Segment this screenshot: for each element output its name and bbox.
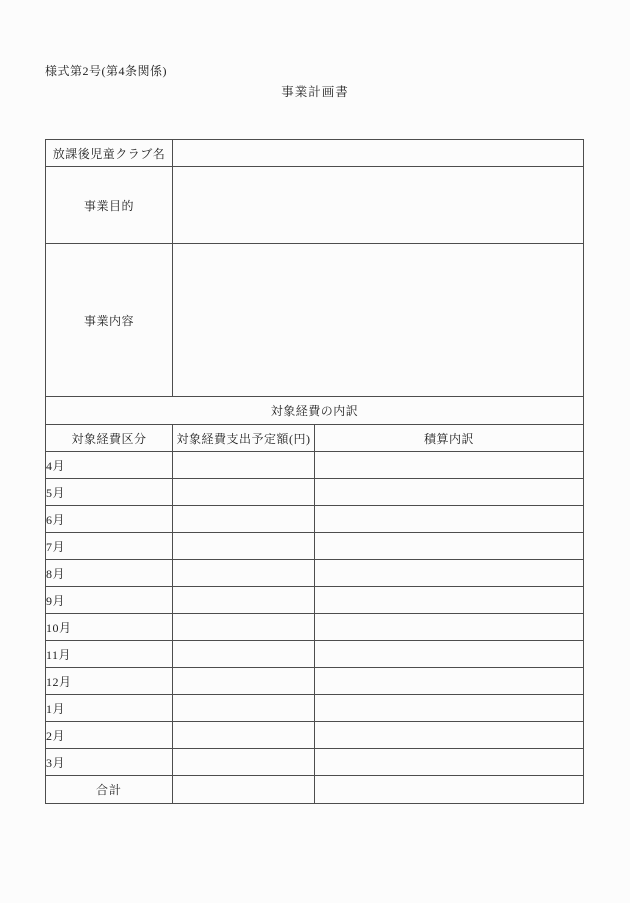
month-label: 2月 [46, 722, 173, 749]
total-breakdown-cell [315, 776, 584, 804]
month-label: 6月 [46, 506, 173, 533]
expense-section-title: 対象経費の内訳 [46, 397, 584, 425]
expense-row-february [46, 722, 584, 749]
breakdown-cell [315, 641, 584, 668]
amount-cell [173, 560, 315, 587]
breakdown-cell [315, 587, 584, 614]
expense-row-august [46, 560, 584, 587]
expense-row-december [46, 668, 584, 695]
business-plan-table [45, 139, 584, 804]
expense-row-october [46, 614, 584, 641]
month-label: 10月 [46, 614, 173, 641]
amount-cell [173, 479, 315, 506]
purpose-label: 事業目的 [46, 167, 173, 244]
expense-row-july [46, 533, 584, 560]
purpose-value [173, 167, 584, 244]
expense-header-row [46, 425, 584, 452]
expense-row-march [46, 749, 584, 776]
expense-row-may [46, 479, 584, 506]
month-label: 7月 [46, 533, 173, 560]
expense-section-row [46, 397, 584, 425]
amount-cell [173, 668, 315, 695]
breakdown-cell [315, 560, 584, 587]
expense-row-january [46, 695, 584, 722]
amount-cell [173, 533, 315, 560]
club-name-row [46, 140, 584, 167]
month-label: 5月 [46, 479, 173, 506]
total-label: 合計 [46, 776, 173, 804]
header-amount: 対象経費支出予定額(円) [173, 425, 315, 452]
amount-cell [173, 587, 315, 614]
header-breakdown: 積算内訳 [315, 425, 584, 452]
expense-row-april [46, 452, 584, 479]
total-amount-cell [173, 776, 315, 804]
header-category: 対象経費区分 [46, 425, 173, 452]
amount-cell [173, 452, 315, 479]
expense-row-november [46, 641, 584, 668]
amount-cell [173, 695, 315, 722]
month-label: 12月 [46, 668, 173, 695]
breakdown-cell [315, 506, 584, 533]
purpose-row [46, 167, 584, 244]
breakdown-cell [315, 668, 584, 695]
amount-cell [173, 614, 315, 641]
expense-row-september [46, 587, 584, 614]
content-row [46, 244, 584, 397]
month-label: 3月 [46, 749, 173, 776]
month-label: 8月 [46, 560, 173, 587]
month-label: 4月 [46, 452, 173, 479]
month-label: 11月 [46, 641, 173, 668]
club-name-value [173, 140, 584, 167]
breakdown-cell [315, 722, 584, 749]
breakdown-cell [315, 452, 584, 479]
breakdown-cell [315, 614, 584, 641]
page-title: 事業計画書 [281, 85, 349, 99]
breakdown-cell [315, 695, 584, 722]
breakdown-cell [315, 533, 584, 560]
amount-cell [173, 506, 315, 533]
amount-cell [173, 722, 315, 749]
club-name-label: 放課後児童クラブ名 [46, 140, 173, 167]
form-number: 様式第2号(第4条関係) [45, 64, 167, 78]
breakdown-cell [315, 479, 584, 506]
breakdown-cell [315, 749, 584, 776]
expense-total-row [46, 776, 584, 804]
amount-cell [173, 641, 315, 668]
amount-cell [173, 749, 315, 776]
expense-row-june [46, 506, 584, 533]
content-label: 事業内容 [46, 244, 173, 397]
content-value [173, 244, 584, 397]
month-label: 1月 [46, 695, 173, 722]
month-label: 9月 [46, 587, 173, 614]
